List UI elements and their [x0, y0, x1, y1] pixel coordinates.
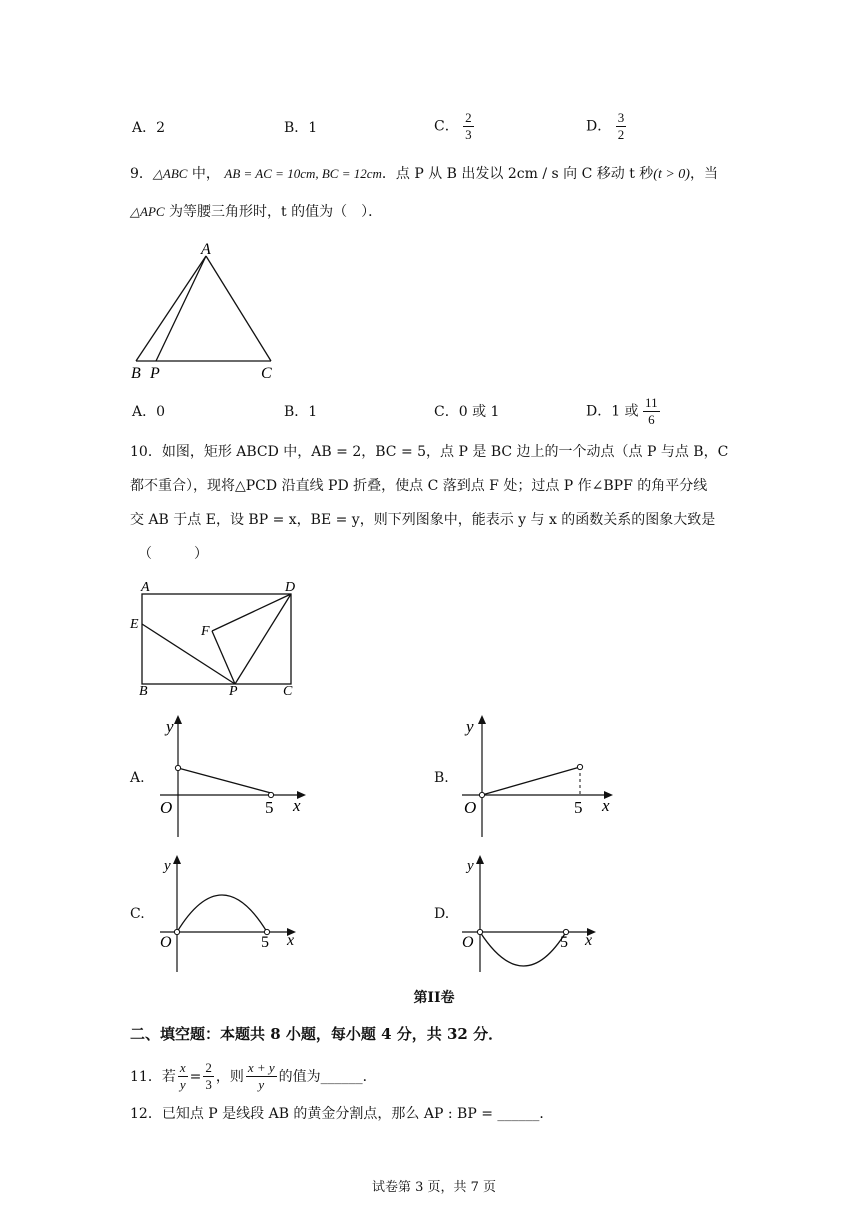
text: ，当 [689, 166, 718, 182]
q8-option-c-label: C． [434, 118, 459, 135]
fraction-numerator: x [179, 1060, 186, 1075]
q9-option-c: C．0 或 1 [434, 404, 500, 420]
function-segment [482, 767, 580, 795]
label-p: P [150, 365, 160, 382]
graph-b [452, 712, 617, 840]
label-b: B [139, 684, 148, 699]
label-d: D [285, 580, 296, 595]
label-p: P [229, 684, 238, 699]
q8-option-d-label: D． [586, 118, 612, 135]
condition: AB = AC = 10cm, BC = 12cm [224, 166, 382, 181]
y-label: y [466, 717, 474, 736]
q9-line-1 [130, 164, 718, 185]
fraction [463, 110, 474, 143]
equals-sign: = [189, 1068, 202, 1085]
answer-blank-text: 的值为______． [278, 1068, 377, 1085]
fraction [203, 1060, 214, 1093]
x-label: x [287, 932, 295, 949]
origin-label: O [462, 934, 474, 951]
text: ，则 [215, 1068, 244, 1085]
fraction [178, 1060, 188, 1093]
fraction-numerator: 2 [205, 1060, 212, 1075]
q8-option-c [434, 110, 474, 143]
label-a: A [201, 241, 211, 258]
triangle-apc: △APC [130, 204, 165, 219]
x-label: x [293, 796, 301, 815]
q10-line-1: 10．如图，矩形 ABCD 中，AB = 2，BC = 5，点 P 是 BC 边上的一个动点（点 P 与点 B，C [130, 444, 729, 460]
condition-t: (t > 0) [653, 167, 690, 182]
tick-5-label: 5 [560, 934, 568, 951]
tick-5-label: 5 [261, 934, 269, 951]
section-heading: 二、填空题：本题共 8 小题，每小题 4 分，共 32 分． [130, 1025, 504, 1043]
function-segment [178, 768, 271, 793]
q9-option-b: B．1 [284, 404, 318, 420]
q8-option-d [586, 110, 626, 143]
label-c: C [283, 684, 293, 699]
graph-a [150, 712, 310, 840]
q10-line-4: （ ） [138, 546, 208, 562]
fraction-numerator: 3 [617, 110, 625, 125]
q9-triangle-figure [125, 238, 285, 383]
y-label: y [166, 717, 174, 736]
question-number: 9． [130, 166, 153, 182]
fraction [246, 1060, 277, 1093]
question-prefix: 11．若 [130, 1068, 176, 1085]
fraction-numerator: 11 [645, 395, 658, 410]
open-point [174, 929, 179, 934]
graph-d-option-label: D. [434, 906, 450, 922]
text: 中， [187, 166, 220, 182]
label-a: A [141, 580, 150, 595]
y-axis-arrow-icon [478, 715, 486, 724]
graph-c-option-label: C. [130, 906, 145, 922]
label-b: B [131, 365, 141, 382]
fraction-denominator: 6 [648, 412, 655, 427]
open-point [479, 792, 484, 797]
fraction-numerator: 2 [465, 110, 472, 125]
graph-b-option-label: B. [434, 770, 449, 786]
fraction-denominator: y [179, 1077, 186, 1092]
x-label: x [585, 932, 593, 949]
label-f: F [201, 624, 210, 639]
open-point [268, 792, 273, 797]
function-curve [177, 895, 267, 932]
q9-option-a: A．0 [132, 404, 166, 420]
tick-5-label: 5 [265, 798, 274, 817]
q11 [130, 1060, 377, 1093]
q8-option-a: A．2 [132, 120, 166, 136]
q10-line-2: 都不重合），现将△PCD 沿直线 PD 折叠，使点 C 落到点 F 处；过点 P 作∠BPF 的角平分线 [130, 478, 708, 494]
q8-option-b: B．1 [284, 120, 318, 136]
fraction-denominator: 3 [465, 127, 472, 142]
y-axis-arrow-icon [173, 855, 181, 864]
segment-ac [206, 256, 271, 361]
function-curve [480, 932, 566, 966]
volume-title: 第II卷 [413, 990, 455, 1006]
fraction-denominator: 3 [205, 1077, 212, 1092]
page-footer: 试卷第 3 页，共 7 页 [371, 1180, 497, 1195]
fraction [643, 395, 660, 428]
tick-5-label: 5 [574, 798, 583, 817]
q10-rectangle-figure [125, 575, 310, 700]
q9-option-d [586, 395, 660, 428]
segment-ab [136, 256, 206, 361]
graph-d [452, 852, 602, 977]
q12: 12．已知点 P 是线段 AB 的黄金分割点，那么 AP : BP = ______． [130, 1106, 554, 1122]
y-axis-arrow-icon [174, 715, 182, 724]
fraction-denominator: 2 [617, 127, 625, 142]
text: ．点 P 从 B 出发以 2cm / s 向 C 移动 t 秒 [381, 166, 654, 182]
q10-line-3: 交 AB 于点 E，设 BP = x，BE = y，则下列图象中，能表示 y 与 x 的函数关系的图象大致是 [130, 512, 716, 528]
origin-label: O [464, 798, 477, 817]
x-label: x [602, 796, 610, 815]
open-point [577, 764, 582, 769]
segment-ep [142, 624, 235, 684]
label-c: C [261, 365, 272, 382]
fraction-denominator: y [258, 1077, 265, 1092]
origin-label: O [160, 798, 173, 817]
q9-line-2 [130, 202, 382, 222]
y-label: y [467, 858, 474, 874]
segment-ap [156, 256, 206, 361]
text: 为等腰三角形时，t 的值为（ ）． [164, 204, 383, 220]
fraction [616, 110, 627, 143]
graph-c [150, 852, 310, 977]
triangle-abc: △ABC [152, 166, 188, 181]
y-axis-arrow-icon [476, 855, 484, 864]
origin-label: O [160, 934, 172, 951]
open-point [175, 765, 180, 770]
label-e: E [130, 617, 139, 632]
open-point [477, 929, 482, 934]
fraction-numerator: x + y [247, 1060, 275, 1075]
graph-a-option-label: A. [130, 770, 145, 786]
q9-option-d-label: D．1 或 [586, 403, 639, 420]
y-label: y [164, 858, 171, 874]
